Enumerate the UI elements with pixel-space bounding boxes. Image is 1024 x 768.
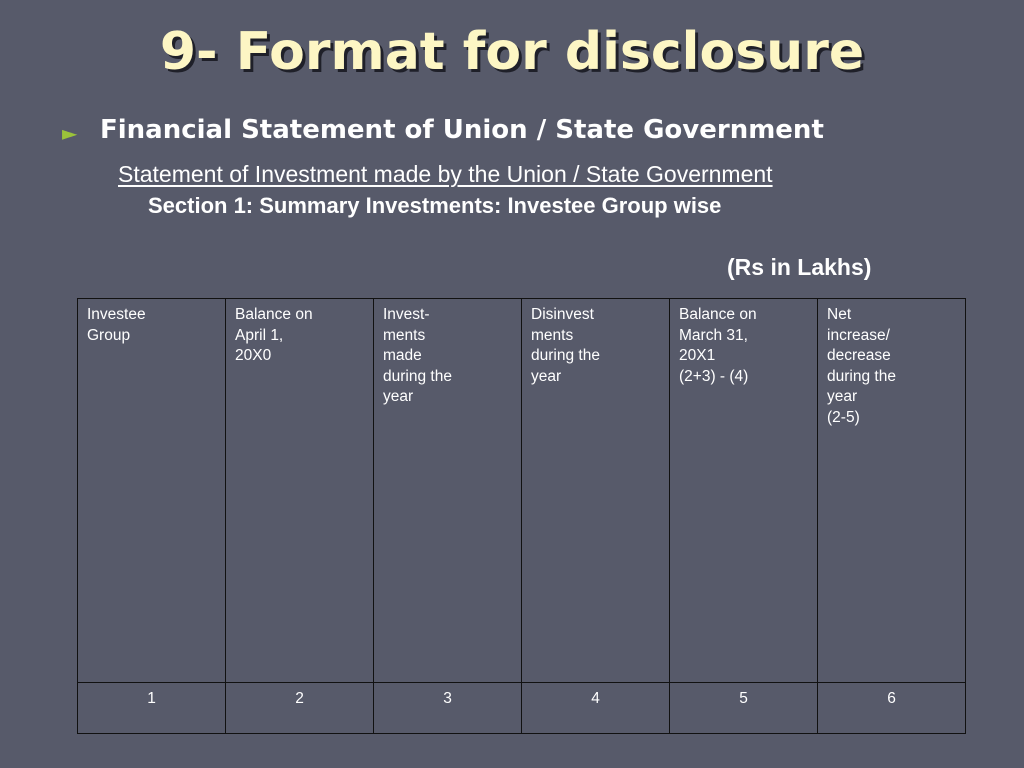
- column-number-row: [78, 683, 966, 734]
- header-cell-net-change: [818, 299, 966, 683]
- header-cell-disinvestments: [522, 299, 670, 683]
- header-label: Disinvest ments during the year: [531, 306, 600, 385]
- column-number-cell: 3: [374, 683, 522, 734]
- slide-title: 9- Format for disclosure: [159, 22, 865, 82]
- column-number-cell: 2: [226, 683, 374, 734]
- header-label: Invest- ments made during the year: [383, 306, 452, 406]
- column-number-cell: 5: [670, 683, 818, 734]
- header-label: Investee Group: [87, 306, 146, 344]
- column-number-cell: 1: [78, 683, 226, 734]
- disclosure-table: [77, 298, 966, 734]
- header-cell-opening-balance: [226, 299, 374, 683]
- column-number-cell: 4: [522, 683, 670, 734]
- header-cell-investee-group: [78, 299, 226, 683]
- column-number-cell: 6: [818, 683, 966, 734]
- units-label: (Rs in Lakhs): [727, 254, 872, 280]
- bullet-heading: Financial Statement of Union / State Government: [100, 115, 824, 145]
- statement-subtitle: Statement of Investment made by the Union / State Government: [118, 161, 773, 187]
- section-heading: Section 1: Summary Investments: Investee Group wise: [148, 193, 722, 218]
- triangle-bullet-icon: ►: [62, 121, 78, 145]
- header-cell-investments-made: [374, 299, 522, 683]
- header-label: Net increase/ decrease during the year (2-5): [827, 306, 896, 426]
- header-label: Balance on March 31, 20X1 (2+3) - (4): [679, 306, 757, 385]
- header-label: Balance on April 1, 20X0: [235, 306, 313, 365]
- table-header-row: [78, 299, 966, 683]
- header-cell-closing-balance: [670, 299, 818, 683]
